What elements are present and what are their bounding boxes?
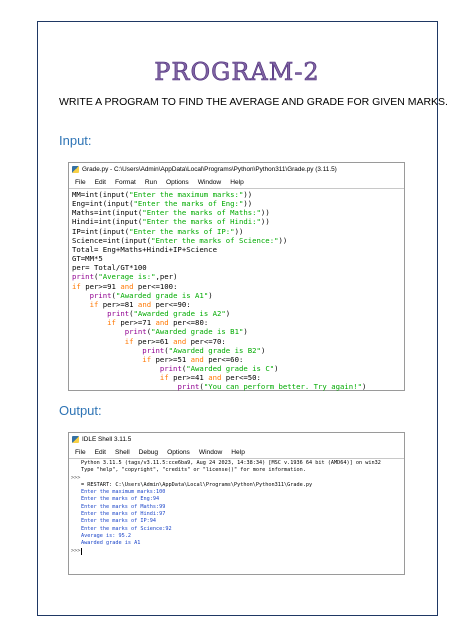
code-token: )) xyxy=(278,235,288,245)
code-line xyxy=(72,208,404,217)
code-token: if xyxy=(142,354,152,364)
code-token: if xyxy=(159,373,169,383)
code-token: "Average is:" xyxy=(98,272,156,282)
shell-line xyxy=(81,504,404,511)
page-title: PROGRAM-2 xyxy=(154,58,320,86)
code-token: ( xyxy=(129,309,134,319)
code-token: per>=41 xyxy=(168,373,209,383)
editor-menu-edit[interactable]: Edit xyxy=(94,178,106,186)
shell-line xyxy=(81,526,404,533)
shell-line-text: Average is: 95.2 xyxy=(81,532,131,539)
code-token: and xyxy=(120,281,134,291)
code-token: per>=91 xyxy=(80,281,121,291)
code-token: if xyxy=(124,336,134,346)
code-token: per<=100: xyxy=(133,281,178,291)
code-token: per>=61 xyxy=(133,336,174,346)
code-token: "Enter the marks of Hindi:" xyxy=(142,217,261,227)
code-token: MM=int(input( xyxy=(72,190,130,199)
code-token xyxy=(72,309,107,318)
code-token xyxy=(72,327,125,336)
code-token: per= Total/GT*100 xyxy=(72,263,147,273)
editor-titlebar[interactable] xyxy=(69,163,404,176)
gutter-blank xyxy=(71,496,81,503)
shell-line-text: Enter the marks of Eng:94 xyxy=(81,496,160,503)
code-line xyxy=(72,199,404,208)
code-token: )) xyxy=(243,199,253,209)
code-token: ( xyxy=(181,363,187,373)
code-line xyxy=(72,337,404,346)
code-token: ( xyxy=(199,382,204,392)
code-token: "Awarded grade is B1" xyxy=(151,327,244,337)
code-token: IP=int(input( xyxy=(72,226,130,236)
code-token: ) xyxy=(361,382,367,392)
code-line xyxy=(72,190,404,199)
code-token: print xyxy=(142,345,165,355)
code-token: per<=70: xyxy=(186,336,226,346)
code-token xyxy=(72,337,125,346)
code-token xyxy=(72,291,90,300)
code-token: and xyxy=(173,336,187,346)
code-token: per>=71 xyxy=(115,318,156,328)
shell-menu-shell[interactable]: Shell xyxy=(115,448,130,456)
code-token: Science=int(input( xyxy=(72,235,152,245)
shell-menu-debug[interactable]: Debug xyxy=(138,448,159,456)
code-line xyxy=(72,373,404,382)
code-token: GT=MM*5 xyxy=(72,254,103,264)
shell-menu-file[interactable]: File xyxy=(75,448,86,456)
code-line xyxy=(72,318,404,327)
code-line xyxy=(72,364,404,373)
code-token xyxy=(72,318,107,327)
input-heading: Input: xyxy=(59,133,92,148)
editor-menubar xyxy=(69,176,404,189)
shell-line-text: Awarded grade is A1 xyxy=(81,540,141,547)
code-token: per>=51 xyxy=(151,354,191,364)
code-token: per<=80: xyxy=(168,318,209,328)
code-token: if xyxy=(89,299,99,309)
code-token: "Enter the marks of Maths:" xyxy=(142,208,261,218)
code-token: print xyxy=(177,382,200,392)
code-token: "Awarded grade is A2" xyxy=(133,309,226,319)
code-token: print xyxy=(72,272,94,282)
python-icon xyxy=(72,436,79,443)
code-line xyxy=(72,272,404,281)
code-token: per>=81 xyxy=(98,299,138,309)
code-line xyxy=(72,245,404,254)
code-line xyxy=(72,254,404,263)
shell-line-text: = RESTART: C:\Users\Admin\AppData\Local\Programs\Python\Python311\Grade.py xyxy=(81,481,313,488)
code-token: print xyxy=(159,363,182,373)
code-token: "Enter the maximum marks:" xyxy=(129,190,244,199)
code-token: if xyxy=(72,281,81,291)
shell-line xyxy=(81,533,404,540)
code-line xyxy=(72,382,404,391)
code-token: and xyxy=(155,318,169,328)
code-token: "Awarded grade is B2" xyxy=(168,345,261,355)
gutter-blank xyxy=(71,460,81,467)
shell-menu-help[interactable]: Help xyxy=(231,448,245,456)
gutter-blank xyxy=(71,533,81,540)
shell-menubar xyxy=(69,446,404,459)
code-token: and xyxy=(190,354,204,364)
shell-line xyxy=(81,460,404,467)
editor-title: Grade.py - C:\Users\Admin\AppData\Local\Programs\Python\Python311\Grade.py (3.11.5) xyxy=(82,166,337,173)
code-token: )) xyxy=(260,208,270,218)
editor-window[interactable] xyxy=(68,162,405,391)
code-line xyxy=(72,355,404,364)
code-token: ( xyxy=(111,290,116,300)
code-token xyxy=(72,346,142,355)
shell-titlebar[interactable] xyxy=(69,433,404,446)
shell-line-text: Enter the marks of Hindi:97 xyxy=(81,511,166,518)
shell-menu-options[interactable]: Options xyxy=(167,448,190,456)
code-token: Total= Eng+Maths+Hindi+IP+Science xyxy=(72,244,217,254)
gutter-blank xyxy=(71,518,81,525)
code-token: ) xyxy=(243,327,248,337)
shell-title: IDLE Shell 3.11.5 xyxy=(82,436,132,443)
code-line xyxy=(72,263,404,272)
code-token: "Enter the marks of Science:" xyxy=(151,235,279,245)
editor-menu-window[interactable]: Window xyxy=(197,178,222,186)
code-line xyxy=(72,227,404,236)
shell-line xyxy=(81,540,404,547)
task-statement: WRITE A PROGRAM TO FIND THE AVERAGE AND GRADE FOR GIVEN MARKS. xyxy=(59,96,448,108)
code-token: ( xyxy=(164,345,169,355)
gutter-blank xyxy=(71,467,81,474)
code-line xyxy=(72,282,404,291)
code-token: per<=90: xyxy=(151,299,191,309)
code-line xyxy=(72,300,404,309)
shell-line xyxy=(81,467,404,474)
code-token: )) xyxy=(260,217,270,227)
code-token: Maths=int(input( xyxy=(72,208,143,218)
code-token: "Enter the marks of IP:" xyxy=(129,226,235,236)
code-token: )) xyxy=(234,226,244,236)
editor-menu-run[interactable]: Run xyxy=(144,178,157,186)
code-line xyxy=(72,236,404,245)
gutter-blank xyxy=(71,526,81,533)
code-token: and xyxy=(137,299,152,309)
code-token: ( xyxy=(146,327,152,337)
shell-output[interactable] xyxy=(81,459,404,556)
prompt-gutter xyxy=(69,459,81,556)
code-token: ) xyxy=(260,345,266,355)
code-line xyxy=(72,291,404,300)
shell-line xyxy=(81,518,404,525)
code-token xyxy=(72,373,160,382)
code-token: "Awarded grade is A1" xyxy=(115,290,209,300)
code-token: ,per) xyxy=(155,272,178,282)
code-token xyxy=(72,355,142,364)
code-token: ) xyxy=(208,290,213,300)
shell-menu-edit[interactable]: Edit xyxy=(94,448,106,456)
shell-line xyxy=(81,482,404,489)
code-token: Hindi=int(input( xyxy=(72,217,143,227)
code-token: ( xyxy=(93,272,99,282)
editor-menu-format[interactable]: Format xyxy=(115,178,136,186)
code-token: print xyxy=(89,290,112,300)
shell-line-text: Enter the marks of Science:92 xyxy=(81,525,172,532)
editor-menu-help[interactable]: Help xyxy=(230,178,244,186)
shell-line-text: Type "help", "copyright", "credits" or "license()" for more information. xyxy=(81,467,306,474)
code-line xyxy=(72,309,404,318)
code-line xyxy=(72,217,404,226)
code-token: "Enter the marks of Eng:" xyxy=(133,199,244,209)
editor-menu-options[interactable]: Options xyxy=(166,178,189,186)
code-token: ) xyxy=(225,309,231,319)
gutter-blank xyxy=(71,511,81,518)
gutter-blank xyxy=(71,482,81,489)
shell-prompt: >>> xyxy=(71,474,81,481)
code-token: if xyxy=(107,318,116,328)
output-heading: Output: xyxy=(59,403,102,418)
shell-line xyxy=(81,475,404,482)
code-editor[interactable] xyxy=(69,189,404,391)
shell-line-text: Enter the marks of Maths:99 xyxy=(81,503,166,510)
code-token: print xyxy=(124,327,147,337)
shell-line-text: Enter the maximum marks:100 xyxy=(81,489,166,496)
code-token xyxy=(72,364,160,373)
code-token: )) xyxy=(243,190,253,199)
code-token: per<=50: xyxy=(221,373,261,383)
gutter-blank xyxy=(71,489,81,496)
shell-line xyxy=(81,496,404,503)
shell-prompt: >>> xyxy=(71,547,81,554)
shell-line-text: Python 3.11.5 (tags/v3.11.5:cce6ba9, Aug 24 2023, 14:38:34) [MSC v.1936 64 bit (AMD64)] on win32 xyxy=(81,460,381,466)
code-token: and xyxy=(208,373,222,383)
gutter-blank xyxy=(71,504,81,511)
shell-window[interactable] xyxy=(68,432,405,575)
shell-line xyxy=(81,511,404,518)
shell-menu-window[interactable]: Window xyxy=(198,448,223,456)
code-token: per<=60: xyxy=(203,354,244,364)
shell-body[interactable] xyxy=(69,459,404,556)
gutter-blank xyxy=(71,540,81,547)
code-line xyxy=(72,346,404,355)
shell-line-text: Enter the marks of IP:94 xyxy=(81,518,156,525)
code-token xyxy=(72,300,90,309)
python-icon xyxy=(72,166,79,173)
code-token: print xyxy=(107,309,130,319)
text-cursor xyxy=(81,548,82,555)
editor-menu-file[interactable]: File xyxy=(75,178,86,186)
code-token: "Awarded grade is C" xyxy=(186,363,275,373)
code-token: ) xyxy=(274,363,279,373)
code-line xyxy=(72,327,404,336)
code-token xyxy=(72,382,177,391)
code-token: Eng=int(input( xyxy=(72,199,134,209)
code-token: "You can perform better. Try again!" xyxy=(203,382,362,392)
shell-line xyxy=(81,548,404,556)
shell-line xyxy=(81,489,404,496)
